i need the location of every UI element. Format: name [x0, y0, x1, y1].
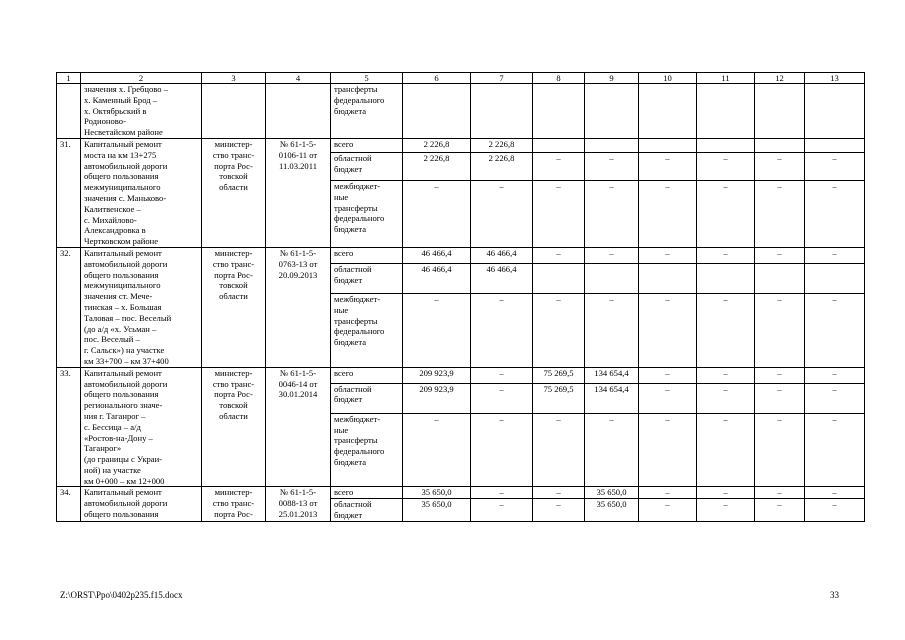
value-cell — [533, 263, 585, 293]
column-number: 11 — [697, 73, 755, 84]
value-cell — [639, 84, 697, 139]
value-cell — [533, 84, 585, 139]
value-cell: 209 923,9 — [403, 367, 471, 383]
row-number-cell: 33. — [57, 367, 81, 487]
value-cell: – — [697, 247, 755, 263]
value-cell: – — [755, 294, 805, 368]
continuation-row — [57, 84, 865, 139]
value-cell — [697, 263, 755, 293]
value-cell: – — [697, 413, 755, 487]
value-cell: – — [585, 153, 639, 181]
value-cell — [585, 138, 639, 152]
value-cell: 35 650,0 — [403, 499, 471, 522]
value-cell: – — [805, 153, 865, 181]
document-cell: № 61-1-5- 0106-11 от 11.03.2011 — [266, 138, 331, 247]
value-cell: – — [471, 499, 533, 522]
value-cell — [805, 138, 865, 152]
value-cell: 46 466,4 — [471, 247, 533, 263]
value-cell: 35 650,0 — [403, 487, 471, 499]
value-cell: – — [585, 247, 639, 263]
value-cell: – — [585, 413, 639, 487]
funding-source-cell: межбюджет- ные трансферты федерального бюджета — [331, 294, 403, 368]
value-cell: – — [471, 367, 533, 383]
value-cell — [755, 138, 805, 152]
column-number: 9 — [585, 73, 639, 84]
value-cell: 2 226,8 — [403, 153, 471, 181]
value-cell: – — [805, 180, 865, 247]
value-cell: – — [639, 383, 697, 413]
funding-source-cell: межбюджет- ные трансферты федерального бюджета — [331, 413, 403, 487]
value-cell — [471, 84, 533, 139]
value-cell: 46 466,4 — [403, 263, 471, 293]
value-cell: – — [805, 487, 865, 499]
value-cell: 35 650,0 — [585, 487, 639, 499]
row-number-cell: 34. — [57, 487, 81, 521]
funding-source-cell: всего — [331, 367, 403, 383]
ministry-cell — [202, 84, 266, 139]
value-cell: – — [533, 294, 585, 368]
value-cell — [403, 84, 471, 139]
value-cell: – — [533, 153, 585, 181]
value-cell: – — [755, 247, 805, 263]
value-cell: 2 226,8 — [471, 138, 533, 152]
ministry-cell: министер- ство транс- порта Рос- товской области — [202, 138, 266, 247]
value-cell — [805, 84, 865, 139]
value-cell: – — [639, 153, 697, 181]
value-cell: – — [533, 499, 585, 522]
footer-file-path: Z:\ORST\Ppo\0402p235.f15.docx — [60, 590, 183, 600]
value-cell: – — [805, 367, 865, 383]
value-cell — [533, 138, 585, 152]
funding-source-cell: областной бюджет — [331, 263, 403, 293]
funding-source-cell: областной бюджет — [331, 383, 403, 413]
column-number: 10 — [639, 73, 697, 84]
value-cell: 75 269,5 — [533, 383, 585, 413]
value-cell: – — [403, 413, 471, 487]
value-cell: – — [403, 180, 471, 247]
value-cell: 134 654,4 — [585, 367, 639, 383]
column-number: 6 — [403, 73, 471, 84]
document-cell — [266, 84, 331, 139]
budget-table — [56, 72, 865, 522]
value-cell — [697, 138, 755, 152]
value-cell: – — [755, 180, 805, 247]
value-cell: – — [471, 413, 533, 487]
value-cell — [755, 84, 805, 139]
funding-source-cell: областной бюджет — [331, 153, 403, 181]
funding-source-cell: всего — [331, 487, 403, 499]
value-cell — [585, 84, 639, 139]
value-cell: 46 466,4 — [471, 263, 533, 293]
value-cell: 209 923,9 — [403, 383, 471, 413]
table-row — [57, 367, 865, 383]
value-cell: 35 650,0 — [585, 499, 639, 522]
value-cell: – — [639, 180, 697, 247]
value-cell: – — [755, 383, 805, 413]
object-name-cell: значения х. Гребцово – х. Каменный Брод – х. Октябрьский в Родионово- Несветайском районе — [81, 84, 202, 139]
column-number: 4 — [266, 73, 331, 84]
value-cell: – — [697, 367, 755, 383]
value-cell: – — [471, 383, 533, 413]
value-cell: – — [585, 294, 639, 368]
value-cell: 46 466,4 — [403, 247, 471, 263]
column-number: 13 — [805, 73, 865, 84]
value-cell — [639, 263, 697, 293]
value-cell — [639, 138, 697, 152]
column-number: 7 — [471, 73, 533, 84]
table-row — [57, 487, 865, 499]
value-cell: – — [805, 294, 865, 368]
column-number: 8 — [533, 73, 585, 84]
value-cell: – — [697, 487, 755, 499]
column-number: 3 — [202, 73, 266, 84]
funding-source-cell: всего — [331, 247, 403, 263]
value-cell: – — [639, 294, 697, 368]
value-cell: – — [471, 180, 533, 247]
value-cell: – — [805, 247, 865, 263]
value-cell: – — [755, 487, 805, 499]
row-number-cell — [57, 84, 81, 139]
funding-source-cell: межбюджет- ные трансферты федерального бюджета — [331, 180, 403, 247]
value-cell: – — [697, 383, 755, 413]
value-cell: – — [533, 413, 585, 487]
funding-source-cell: областной бюджет — [331, 499, 403, 522]
value-cell: – — [533, 487, 585, 499]
column-number: 5 — [331, 73, 403, 84]
value-cell: – — [805, 499, 865, 522]
value-cell: – — [755, 413, 805, 487]
value-cell: – — [403, 294, 471, 368]
column-number-row — [57, 73, 865, 84]
column-number: 1 — [57, 73, 81, 84]
value-cell — [585, 263, 639, 293]
value-cell — [805, 263, 865, 293]
value-cell: – — [639, 367, 697, 383]
funding-source-cell: трансферты федерального бюджета — [331, 84, 403, 139]
value-cell: – — [755, 153, 805, 181]
ministry-cell: министер- ство транс- порта Рос- товской области — [202, 247, 266, 367]
document-cell: № 61-1-5- 0088-13 от 25.01.2013 — [266, 487, 331, 521]
value-cell: – — [639, 487, 697, 499]
value-cell: – — [755, 499, 805, 522]
object-name-cell: Капитальный ремонт моста на км 13+275 автомобильной дороги общего пользования межмуниципального значения с. Маньково- Калитвенское – с. Михайлово- Александровка в Чертковском районе — [81, 138, 202, 247]
value-cell — [755, 263, 805, 293]
value-cell: – — [585, 180, 639, 247]
row-number-cell: 32. — [57, 247, 81, 367]
object-name-cell: Капитальный ремонт автомобильной дороги общего пользования межмуниципального значения ст. Мече- тинская – х. Большая Таловая – пос. Веселый (до а/д «х. Усьман – пос. Веселый – г. Сальск») на участке км 33+700 – км 37+400 — [81, 247, 202, 367]
value-cell: – — [639, 247, 697, 263]
row-number-cell: 31. — [57, 138, 81, 247]
value-cell: – — [471, 294, 533, 368]
value-cell: – — [697, 294, 755, 368]
object-name-cell: Капитальный ремонт автомобильной дороги общего пользования регионального значе- ния г. Таганрог – с. Бессица – а/д «Ростов-на-Дону – Таганрог» (до границы с Украи- ной) на участке км 0+000 – км 12+000 — [81, 367, 202, 487]
object-name-cell: Капитальный ремонт автомобильной дороги общего пользования — [81, 487, 202, 521]
ministry-cell: министер- ство транс- порта Рос- — [202, 487, 266, 521]
value-cell: – — [639, 499, 697, 522]
column-number: 2 — [81, 73, 202, 84]
value-cell: – — [697, 153, 755, 181]
ministry-cell: министер- ство транс- порта Рос- товской области — [202, 367, 266, 487]
value-cell — [697, 84, 755, 139]
value-cell: – — [533, 180, 585, 247]
value-cell: 2 226,8 — [403, 138, 471, 152]
value-cell: – — [755, 367, 805, 383]
value-cell: – — [533, 247, 585, 263]
value-cell: – — [639, 413, 697, 487]
value-cell: – — [471, 487, 533, 499]
value-cell: 134 654,4 — [585, 383, 639, 413]
value-cell: 75 269,5 — [533, 367, 585, 383]
value-cell: – — [697, 180, 755, 247]
table-row — [57, 138, 865, 152]
value-cell: 2 226,8 — [471, 153, 533, 181]
footer-page-number: 33 — [830, 590, 839, 600]
document-cell: № 61-1-5- 0046-14 от 30.01.2014 — [266, 367, 331, 487]
value-cell: – — [697, 499, 755, 522]
column-number: 12 — [755, 73, 805, 84]
document-cell: № 61-1-5- 0763-13 от 20.09.2013 — [266, 247, 331, 367]
table-row — [57, 247, 865, 263]
funding-source-cell: всего — [331, 138, 403, 152]
value-cell: – — [805, 383, 865, 413]
value-cell: – — [805, 413, 865, 487]
